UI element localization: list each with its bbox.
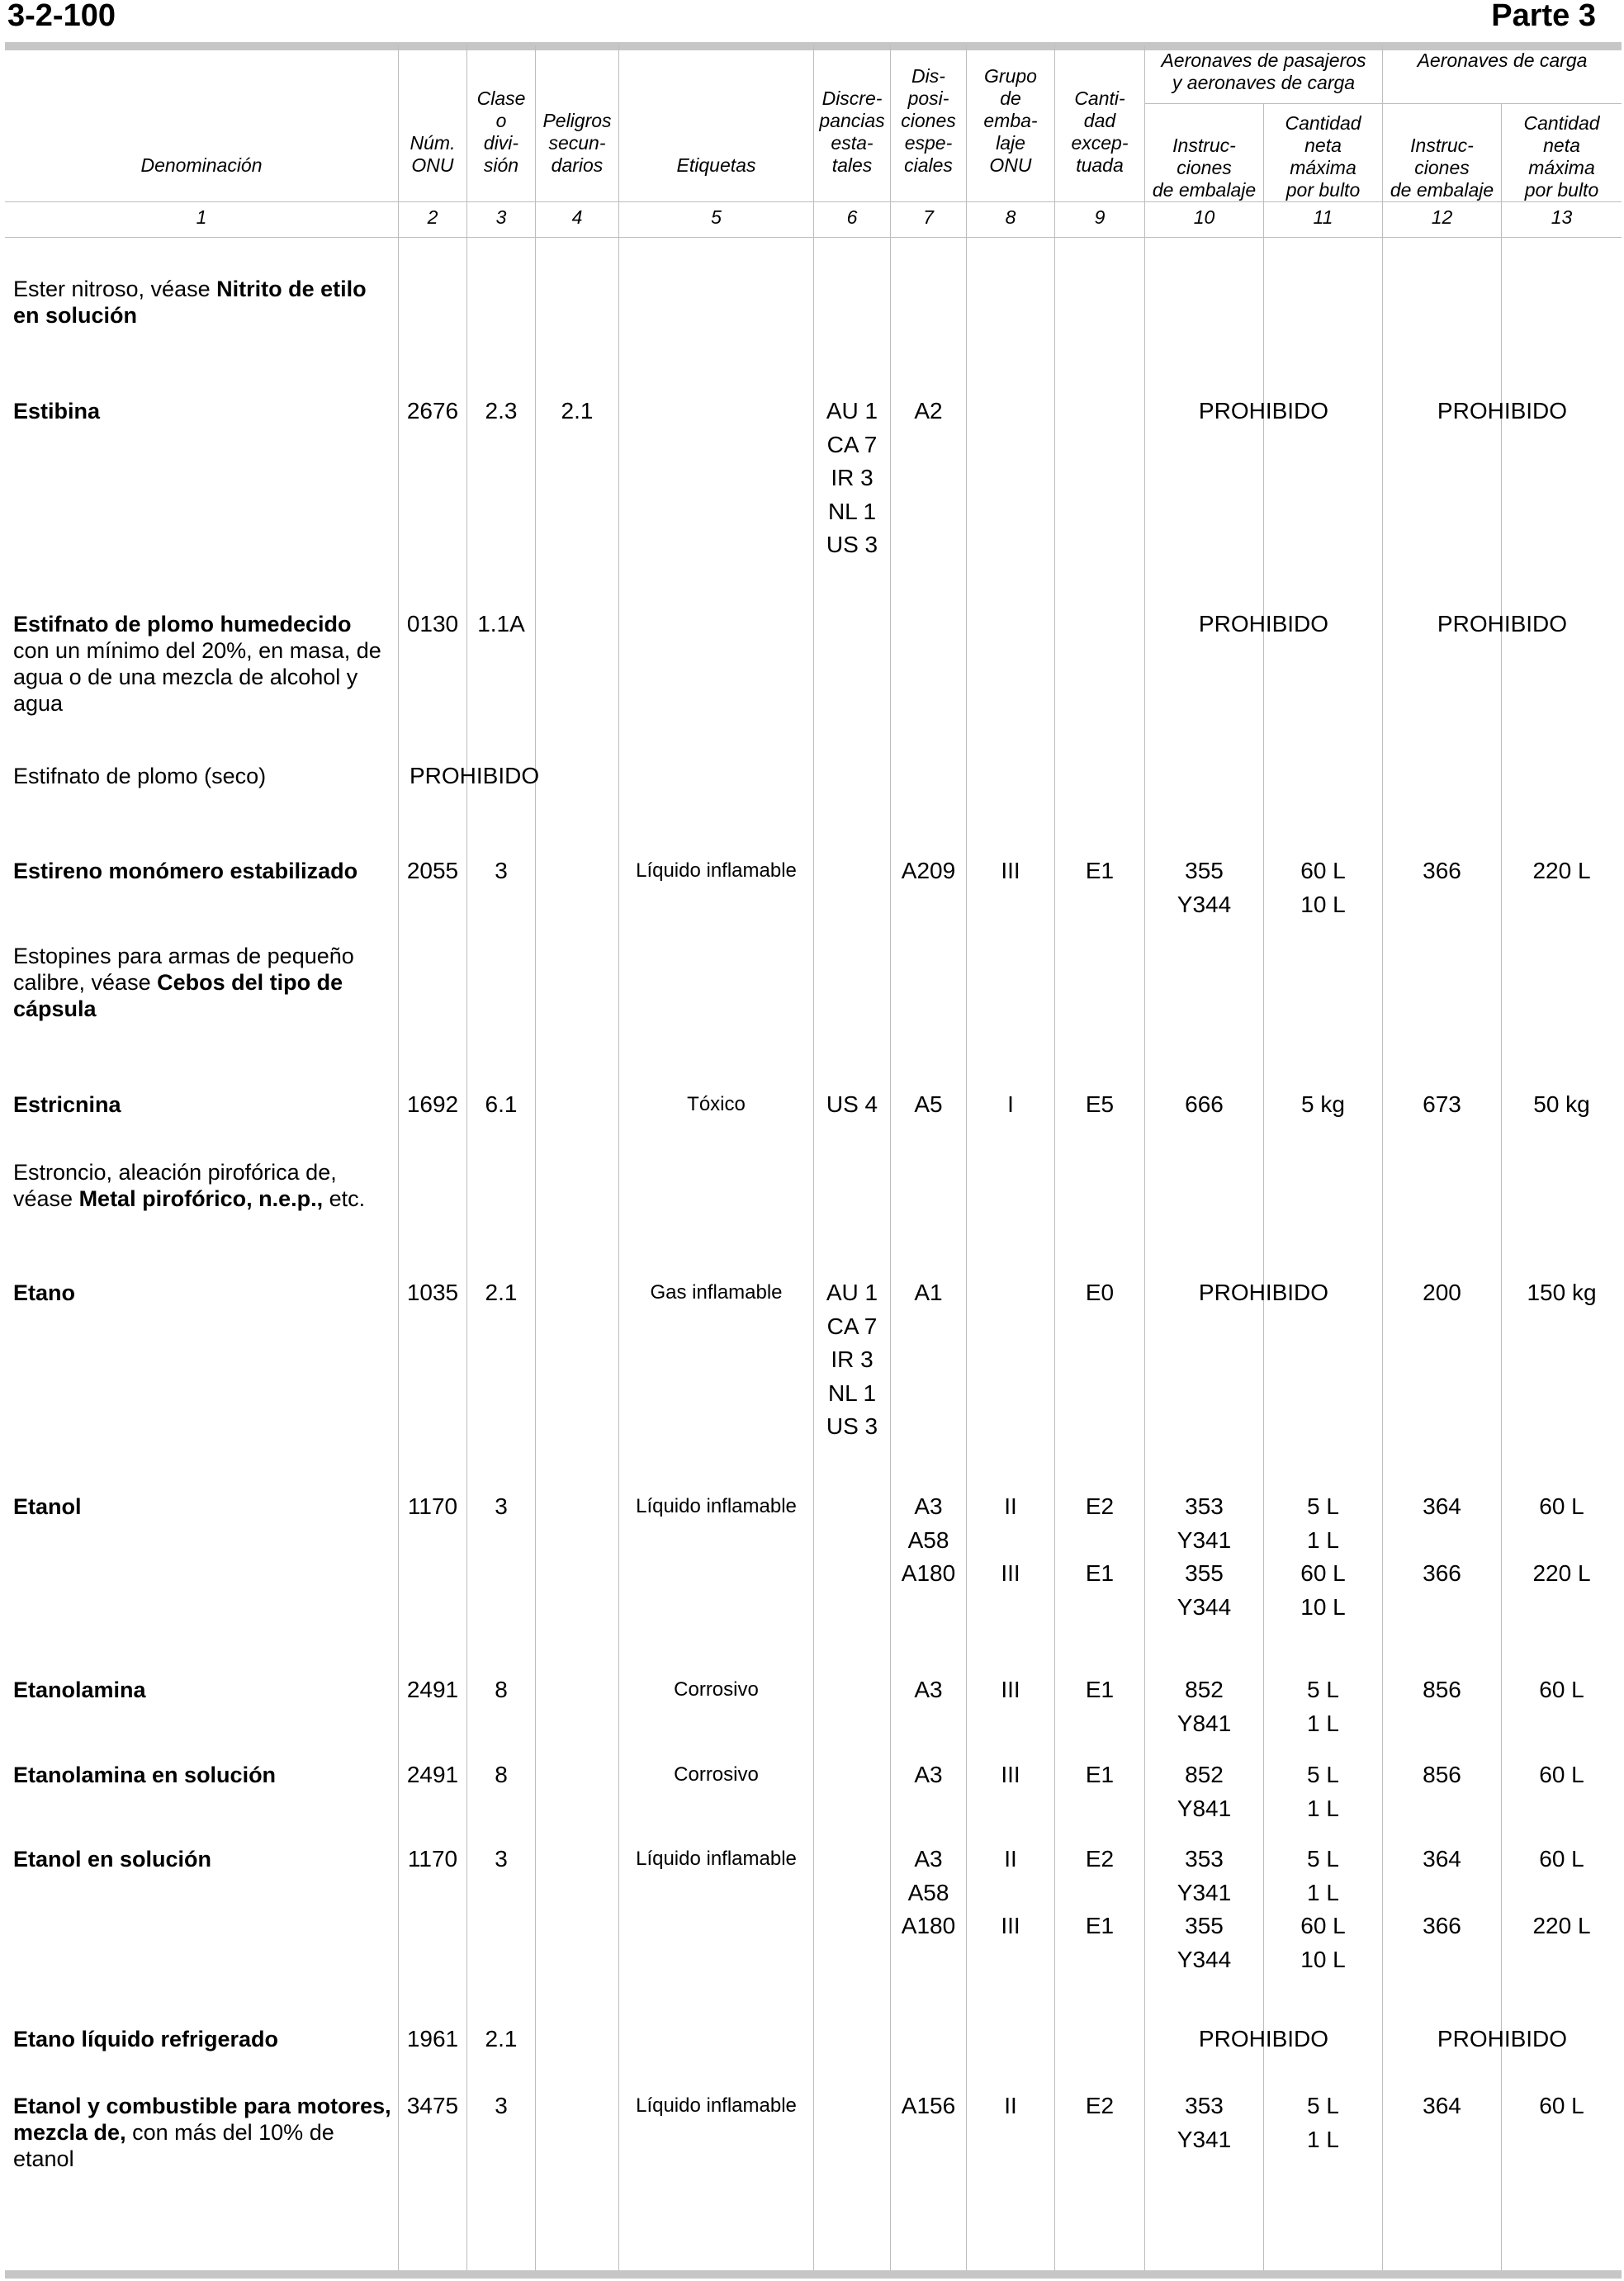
cell-onu: 2055 xyxy=(406,858,459,883)
row-denominacion xyxy=(13,2093,393,2172)
row-denominacion xyxy=(13,943,393,1022)
row-denominacion xyxy=(13,1846,393,1872)
col-number: 1 xyxy=(196,206,207,228)
name-part: Estroncio, aleación pirofórica de, véase xyxy=(13,1160,337,1211)
cell-onu: 3475 xyxy=(406,2093,459,2118)
cell-clase: 8 xyxy=(495,1677,508,1702)
cell-instr_c: 856 xyxy=(1423,1677,1461,1702)
cell-grupo: III xyxy=(1001,858,1020,883)
cell-etq: Gas inflamable xyxy=(650,1281,783,1304)
part-label: Parte 3 xyxy=(1491,0,1596,33)
cell-neta_c: 60 L xyxy=(1539,1762,1584,1787)
cell-clase: 3 xyxy=(495,1493,508,1519)
cell-disc: US 4 xyxy=(826,1091,878,1117)
row-denominacion xyxy=(13,1091,393,1118)
cell-onu: 1170 xyxy=(407,1846,458,1872)
prohibido-pasajeros: PROHIBIDO xyxy=(1198,398,1329,424)
cell-clase: 2.3 xyxy=(485,398,518,424)
col-number: 10 xyxy=(1193,206,1215,228)
cell-clase: 2.1 xyxy=(485,2026,518,2051)
cell-clase: 2.1 xyxy=(485,1280,518,1305)
cell-onu: 2491 xyxy=(406,1677,459,1702)
cell-disp: A2 xyxy=(914,398,943,424)
prohibido-carga: PROHIBIDO xyxy=(1437,2026,1568,2051)
cell-onu: 2676 xyxy=(406,398,459,424)
cell-neta: 5 L 1 L xyxy=(1307,1677,1339,1736)
row-denominacion xyxy=(13,611,393,717)
name-part: Estibina xyxy=(13,399,101,424)
cell-disp: A156 xyxy=(901,2093,956,2118)
cell-instr_c: 200 xyxy=(1423,1280,1461,1305)
cell-neta_c: 50 kg xyxy=(1533,1091,1590,1117)
cell-grupo: II III xyxy=(1001,1493,1020,1586)
row-denominacion xyxy=(13,398,393,424)
cell-clase: 6.1 xyxy=(485,1091,518,1117)
cell-disc: AU 1 CA 7 IR 3 NL 1 US 3 xyxy=(826,398,878,557)
cell-instr_c: 364 xyxy=(1423,2093,1461,2118)
cell-instr: 353 Y341 355 Y344 xyxy=(1177,1493,1232,1620)
cell-onu: 1692 xyxy=(406,1091,459,1117)
name-part: con más del 10% de etanol xyxy=(13,2120,334,2171)
name-part: Estifnato de plomo (seco) xyxy=(13,764,267,788)
col-header-num-onu: Núm. ONU xyxy=(410,132,456,176)
cell-clase: 3 xyxy=(495,2093,508,2118)
prohibido-pasajeros: PROHIBIDO xyxy=(1198,1280,1329,1305)
cell-cant: E5 xyxy=(1085,1091,1115,1117)
cell-clase: 1.1A xyxy=(477,611,525,637)
col-divider xyxy=(618,45,619,2270)
prohibido-pasajeros: PROHIBIDO xyxy=(1198,2026,1329,2051)
cell-instr: 666 xyxy=(1185,1091,1224,1117)
col-number: 4 xyxy=(571,206,583,228)
col-header-grupo: Grupo de emba- laje ONU xyxy=(983,65,1038,176)
cell-etq: Tóxico xyxy=(687,1093,746,1115)
col-number: 13 xyxy=(1551,206,1573,228)
cell-cant: E2 xyxy=(1085,2093,1115,2118)
cell-onu: 2491 xyxy=(406,1762,459,1787)
cell-etq: Líquido inflamable xyxy=(636,2094,797,2117)
cell-clase: 3 xyxy=(495,858,508,883)
col-header-carga-group: Aeronaves de carga xyxy=(1417,50,1588,71)
row-denominacion xyxy=(13,858,393,884)
col-header-discrepancias: Discre- pancias esta- tales xyxy=(819,88,885,176)
cell-instr: 353 Y341 355 Y344 xyxy=(1177,1846,1232,1972)
cell-neta_c: 60 L 220 L xyxy=(1532,1493,1591,1586)
col-number: 5 xyxy=(711,206,722,228)
cell-instr: 353 Y341 xyxy=(1177,2093,1232,2152)
col-header-disposiciones: Dis- posi- ciones espe- ciales xyxy=(901,65,956,176)
row-denominacion xyxy=(13,1677,393,1703)
col-divider xyxy=(466,45,467,2270)
cell-disp: A3 xyxy=(914,1762,943,1787)
cell-disp: A1 xyxy=(914,1280,943,1305)
name-part: Estireno monómero estabilizado xyxy=(13,859,358,883)
cell-clase: 3 xyxy=(495,1846,508,1872)
cell-neta_c: 60 L xyxy=(1539,1677,1584,1702)
cell-onu: 0130 xyxy=(406,611,459,637)
name-part: Cebos del tipo de cápsula xyxy=(13,970,343,1021)
cell-neta: 5 L 1 L 60 L 10 L xyxy=(1300,1493,1346,1620)
cell-neta_c: 60 L xyxy=(1539,2093,1584,2118)
cell-cant: E2 E1 xyxy=(1085,1846,1115,1938)
cell-cant: E2 E1 xyxy=(1085,1493,1115,1586)
name-part: Estricnina xyxy=(13,1092,121,1117)
cell-disp: A5 xyxy=(914,1091,943,1117)
cell-neta: 5 L 1 L 60 L 10 L xyxy=(1300,1846,1346,1972)
col-header-peligros: Peligros secun- darios xyxy=(542,110,612,176)
cell-disp: A3 A58 A180 xyxy=(901,1493,956,1586)
cell-cant: E1 xyxy=(1085,1762,1115,1787)
prohibido-pasajeros: PROHIBIDO xyxy=(1198,611,1329,637)
cell-neta: 5 L 1 L xyxy=(1307,2093,1339,2152)
row-denominacion xyxy=(13,1762,393,1788)
cell-etq: Líquido inflamable xyxy=(636,859,797,882)
cell-instr_c: 366 xyxy=(1423,858,1461,883)
bottom-rule xyxy=(5,2270,1622,2279)
cell-onu: 1170 xyxy=(407,1493,458,1519)
col-header-instrucciones: Instruc- ciones de embalaje xyxy=(1152,135,1257,201)
row-denominacion xyxy=(13,2026,393,2052)
cell-peligros: 2.1 xyxy=(561,398,594,424)
cell-etq: Líquido inflamable xyxy=(636,1495,797,1517)
cell-etq: Corrosivo xyxy=(674,1678,759,1701)
col-divider xyxy=(813,45,814,2270)
cell-etq: Corrosivo xyxy=(674,1763,759,1786)
cell-grupo: I xyxy=(1007,1091,1014,1117)
col-header-etiquetas: Etiquetas xyxy=(676,154,756,176)
name-part: Etano xyxy=(13,1280,76,1305)
col-number: 2 xyxy=(427,206,438,228)
row-denominacion xyxy=(13,1159,393,1212)
prohibido-transporte: PROHIBIDO xyxy=(410,763,540,788)
col-header-denominacion: Denominación xyxy=(140,154,263,176)
col-header-pasajeros-group: Aeronaves de pasajeros y aeronaves de carga xyxy=(1161,50,1366,93)
name-part: Metal pirofórico, n.e.p., xyxy=(78,1186,324,1211)
cell-neta_c: 60 L 220 L xyxy=(1532,1846,1591,1938)
name-part: con un mínimo del 20%, en masa, de agua o de una mezcla de alcohol y agua xyxy=(13,638,381,716)
col-header-clase: Clase o divi- sión xyxy=(476,88,526,176)
name-part: Etano líquido refrigerado xyxy=(13,2027,279,2051)
cell-instr: 355 Y344 xyxy=(1177,858,1232,917)
group-rule xyxy=(1145,103,1622,104)
cell-instr: 852 Y841 xyxy=(1177,1677,1232,1736)
cell-instr_c: 364 366 xyxy=(1423,1493,1461,1586)
col-header-cantidad-neta-carga: Cantidad neta máxima por bulto xyxy=(1523,112,1600,201)
col-number: 8 xyxy=(1005,206,1016,228)
name-part: Etanolamina xyxy=(13,1678,146,1702)
col-number: 3 xyxy=(495,206,507,228)
name-part: Ester nitroso, véase xyxy=(13,277,217,301)
cell-neta: 60 L 10 L xyxy=(1300,858,1346,917)
cell-neta: 5 kg xyxy=(1301,1091,1345,1117)
cell-neta: 5 L 1 L xyxy=(1307,1762,1339,1821)
cell-cant: E1 xyxy=(1085,1677,1115,1702)
col-divider xyxy=(1501,103,1502,2270)
cell-onu: 1035 xyxy=(406,1280,459,1305)
cell-etq: Líquido inflamable xyxy=(636,1848,797,1870)
col-number: 11 xyxy=(1313,206,1333,228)
name-part: Estopines para armas de pequeño calibre, véase xyxy=(13,944,354,995)
cell-disp: A3 xyxy=(914,1677,943,1702)
cell-neta_c: 150 kg xyxy=(1527,1280,1597,1305)
col-number: 12 xyxy=(1431,206,1453,228)
cell-neta_c: 220 L xyxy=(1532,858,1591,883)
row-denominacion xyxy=(13,1280,393,1306)
row-denominacion xyxy=(13,1493,393,1520)
name-part: Etanol en solución xyxy=(13,1847,212,1872)
name-part: Etanol y combustible para motores, mezcla de, xyxy=(13,2094,391,2145)
cell-instr_c: 673 xyxy=(1423,1091,1461,1117)
col-number: 7 xyxy=(923,206,934,228)
name-part: Etanolamina en solución xyxy=(13,1763,277,1787)
cell-grupo: II xyxy=(1004,2093,1017,2118)
col-header-instrucciones-carga: Instruc- ciones de embalaje xyxy=(1390,135,1494,201)
cell-disc: AU 1 CA 7 IR 3 NL 1 US 3 xyxy=(826,1280,878,1439)
name-part: Etanol xyxy=(13,1494,82,1519)
cell-cant: E1 xyxy=(1085,858,1115,883)
cell-instr: 852 Y841 xyxy=(1177,1762,1232,1821)
col-divider xyxy=(398,45,399,2270)
cell-onu: 1961 xyxy=(406,2026,459,2051)
cell-disp: A3 A58 A180 xyxy=(901,1846,956,1938)
name-part: etc. xyxy=(323,1186,366,1211)
col-number: 9 xyxy=(1094,206,1106,228)
cell-grupo: III xyxy=(1001,1677,1020,1702)
prohibido-carga: PROHIBIDO xyxy=(1437,611,1568,637)
col-header-cantidad-neta: Cantidad neta máxima por bulto xyxy=(1285,112,1361,201)
row-denominacion xyxy=(13,763,393,789)
name-part: Estifnato de plomo humedecido xyxy=(13,612,352,637)
row-denominacion xyxy=(13,276,393,329)
cell-grupo: II III xyxy=(1001,1846,1020,1938)
col-header-cantidad-exceptuada: Canti- dad excep- tuada xyxy=(1071,88,1129,176)
cell-grupo: III xyxy=(1001,1762,1020,1787)
name-part: Nitrito de etilo en solución xyxy=(13,277,367,328)
cell-instr_c: 364 366 xyxy=(1423,1846,1461,1938)
cell-instr_c: 856 xyxy=(1423,1762,1461,1787)
cell-cant: E0 xyxy=(1085,1280,1115,1305)
cell-disp: A209 xyxy=(901,858,956,883)
col-divider xyxy=(535,45,536,2270)
cell-clase: 8 xyxy=(495,1762,508,1787)
col-number: 6 xyxy=(846,206,858,228)
page-code: 3-2-100 xyxy=(7,0,116,33)
prohibido-carga: PROHIBIDO xyxy=(1437,398,1568,424)
